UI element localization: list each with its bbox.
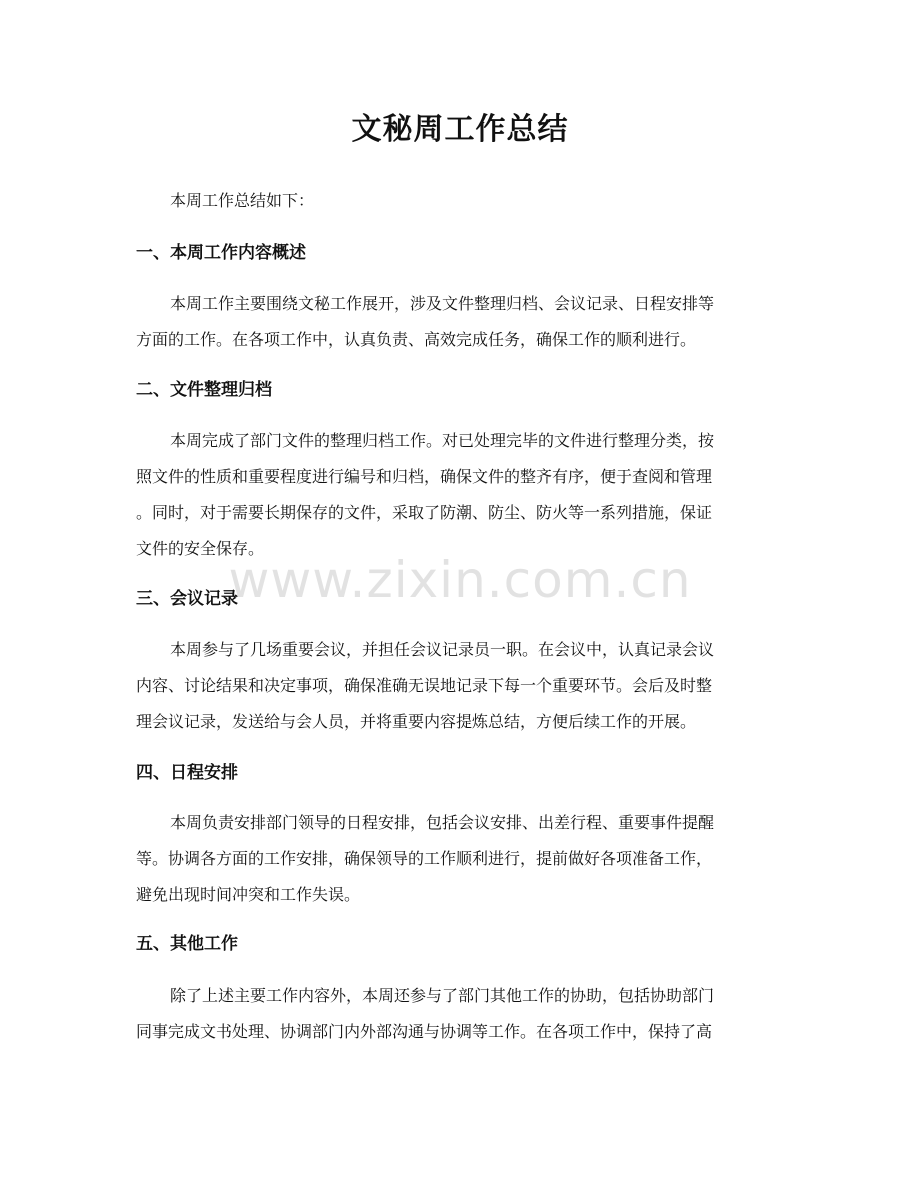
- paragraph-line: 避免出现时间冲突和工作失误。: [136, 885, 361, 904]
- paragraph-line: 本周工作主要围绕文秘工作展开，涉及文件整理归档、会议记录、日程安排等: [170, 294, 715, 313]
- paragraph-line: 本周参与了几场重要会议，并担任会议记录员一职。在会议中，认真记录会议: [170, 640, 715, 659]
- section-heading-other-work: 五、其他工作: [136, 934, 238, 954]
- section-heading-schedule: 四、日程安排: [136, 763, 238, 783]
- section-paragraph-schedule: [136, 805, 786, 913]
- section-paragraph-file-archiving: [136, 423, 786, 567]
- section-heading-file-archiving: 二、文件整理归档: [136, 380, 272, 400]
- paragraph-line: 本周负责安排部门领导的日程安排，包括会议安排、出差行程、重要事件提醒: [170, 813, 715, 832]
- document-title: 文秘周工作总结: [351, 112, 569, 147]
- section-paragraph-overview: [136, 286, 786, 358]
- watermark: www.zixin.com.cn: [228, 551, 692, 609]
- paragraph-line: 照文件的性质和重要程度进行编号和归档，确保文件的整齐有序，便于查阅和管理: [136, 467, 713, 486]
- intro-text: 本周工作总结如下：: [170, 191, 315, 210]
- section-paragraph-other-work: [136, 978, 786, 1050]
- paragraph-line: 方面的工作。在各项工作中，认真负责、高效完成任务，确保工作的顺利进行。: [136, 330, 697, 349]
- paragraph-line: 除了上述主要工作内容外，本周还参与了部门其他工作的协助，包括协助部门: [170, 986, 715, 1005]
- paragraph-line: 内容、讨论结果和决定事项，确保准确无误地记录下每一个重要环节。会后及时整: [136, 676, 713, 695]
- paragraph-line: 。同时，对于需要长期保存的文件，采取了防潮、防尘、防火等一系列措施，保证: [136, 503, 713, 522]
- section-paragraph-meeting-records: [136, 632, 786, 740]
- section-heading-overview: 一、本周工作内容概述: [136, 243, 306, 263]
- paragraph-line: 同事完成文书处理、协调部门内外部沟通与协调等工作。在各项工作中，保持了高: [136, 1022, 713, 1041]
- paragraph-line: 文件的安全保存。: [136, 539, 265, 558]
- section-heading-meeting-records: 三、会议记录: [136, 589, 238, 609]
- paragraph-line: 等。协调各方面的工作安排，确保领导的工作顺利进行，提前做好各项准备工作，: [136, 849, 713, 868]
- paragraph-line: 本周完成了部门文件的整理归档工作。对已处理完毕的文件进行整理分类，按: [170, 431, 715, 450]
- paragraph-line: 理会议记录，发送给与会人员，并将重要内容提炼总结，方便后续工作的开展。: [136, 712, 697, 731]
